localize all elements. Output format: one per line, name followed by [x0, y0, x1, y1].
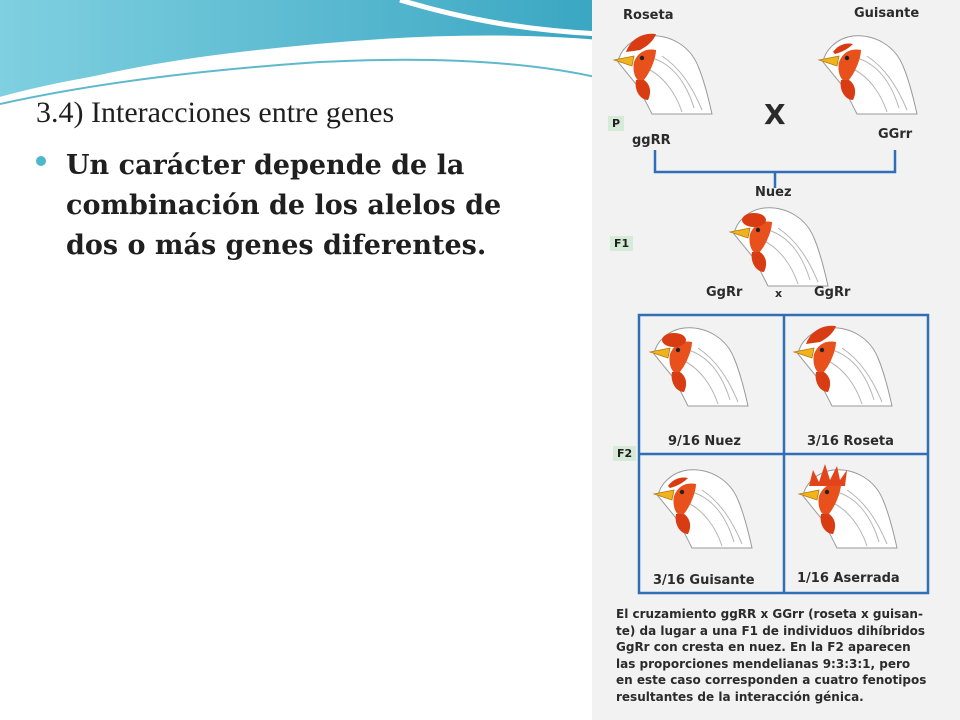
f1-phenotype: Nuez — [755, 185, 792, 200]
rooster-head-icon — [654, 470, 752, 548]
rooster-head-icon — [799, 464, 897, 548]
f1-cross-left: GgRr — [706, 285, 743, 300]
bullet-item — [36, 146, 506, 266]
rooster-head-icon — [650, 328, 748, 406]
parent-right-genotype: GGrr — [878, 127, 913, 142]
f2-cell-label: 3/16 Guisante — [653, 573, 755, 588]
bullet-dot-icon — [36, 156, 46, 166]
parent-left-genotype: ggRR — [632, 133, 671, 148]
parent-cross-symbol: X — [764, 98, 786, 131]
caption-line: te) da lugar a una F1 de individuos dihíbridos — [616, 623, 926, 638]
f2-cell-label: 1/16 Aserrada — [797, 571, 900, 586]
bullet-text: Un carácter depende de la combinación de los alelos de dos o más genes diferentes. — [66, 150, 502, 261]
generation-label-f2: F2 — [613, 446, 636, 461]
slide-title: 3.4) Interacciones entre genes — [36, 96, 395, 129]
caption-line: en este caso corresponden a cuatro fenotipos — [616, 673, 927, 687]
parent-left-name: Roseta — [623, 8, 674, 23]
parent-right-name: Guisante — [854, 6, 920, 21]
generation-label-p: P — [608, 116, 624, 131]
wave-decoration — [0, 0, 600, 110]
rooster-head-icon — [614, 34, 712, 114]
f2-cell-label: 9/16 Nuez — [668, 434, 741, 449]
f1-cross-right: GgRr — [814, 285, 851, 300]
rooster-head-icon — [794, 326, 892, 406]
caption-line: resultantes de la interacción génica. — [616, 689, 864, 704]
caption-line: El cruzamiento ggRR x GGrr (roseta x guisan- — [616, 607, 923, 621]
f2-cell-label: 3/16 Roseta — [807, 434, 894, 449]
rooster-head-icon — [730, 208, 828, 286]
caption-line: las proporciones mendelianas 9:3:3:1, pero — [616, 656, 911, 671]
f1-cross-symbol: x — [775, 287, 783, 300]
generation-label-f1: F1 — [610, 236, 633, 251]
rooster-head-icon — [819, 36, 917, 114]
caption-line: GgRr con cresta en nuez. En la F2 aparecen — [616, 640, 911, 654]
figure-caption — [616, 606, 956, 705]
figure-drawing — [592, 0, 960, 600]
